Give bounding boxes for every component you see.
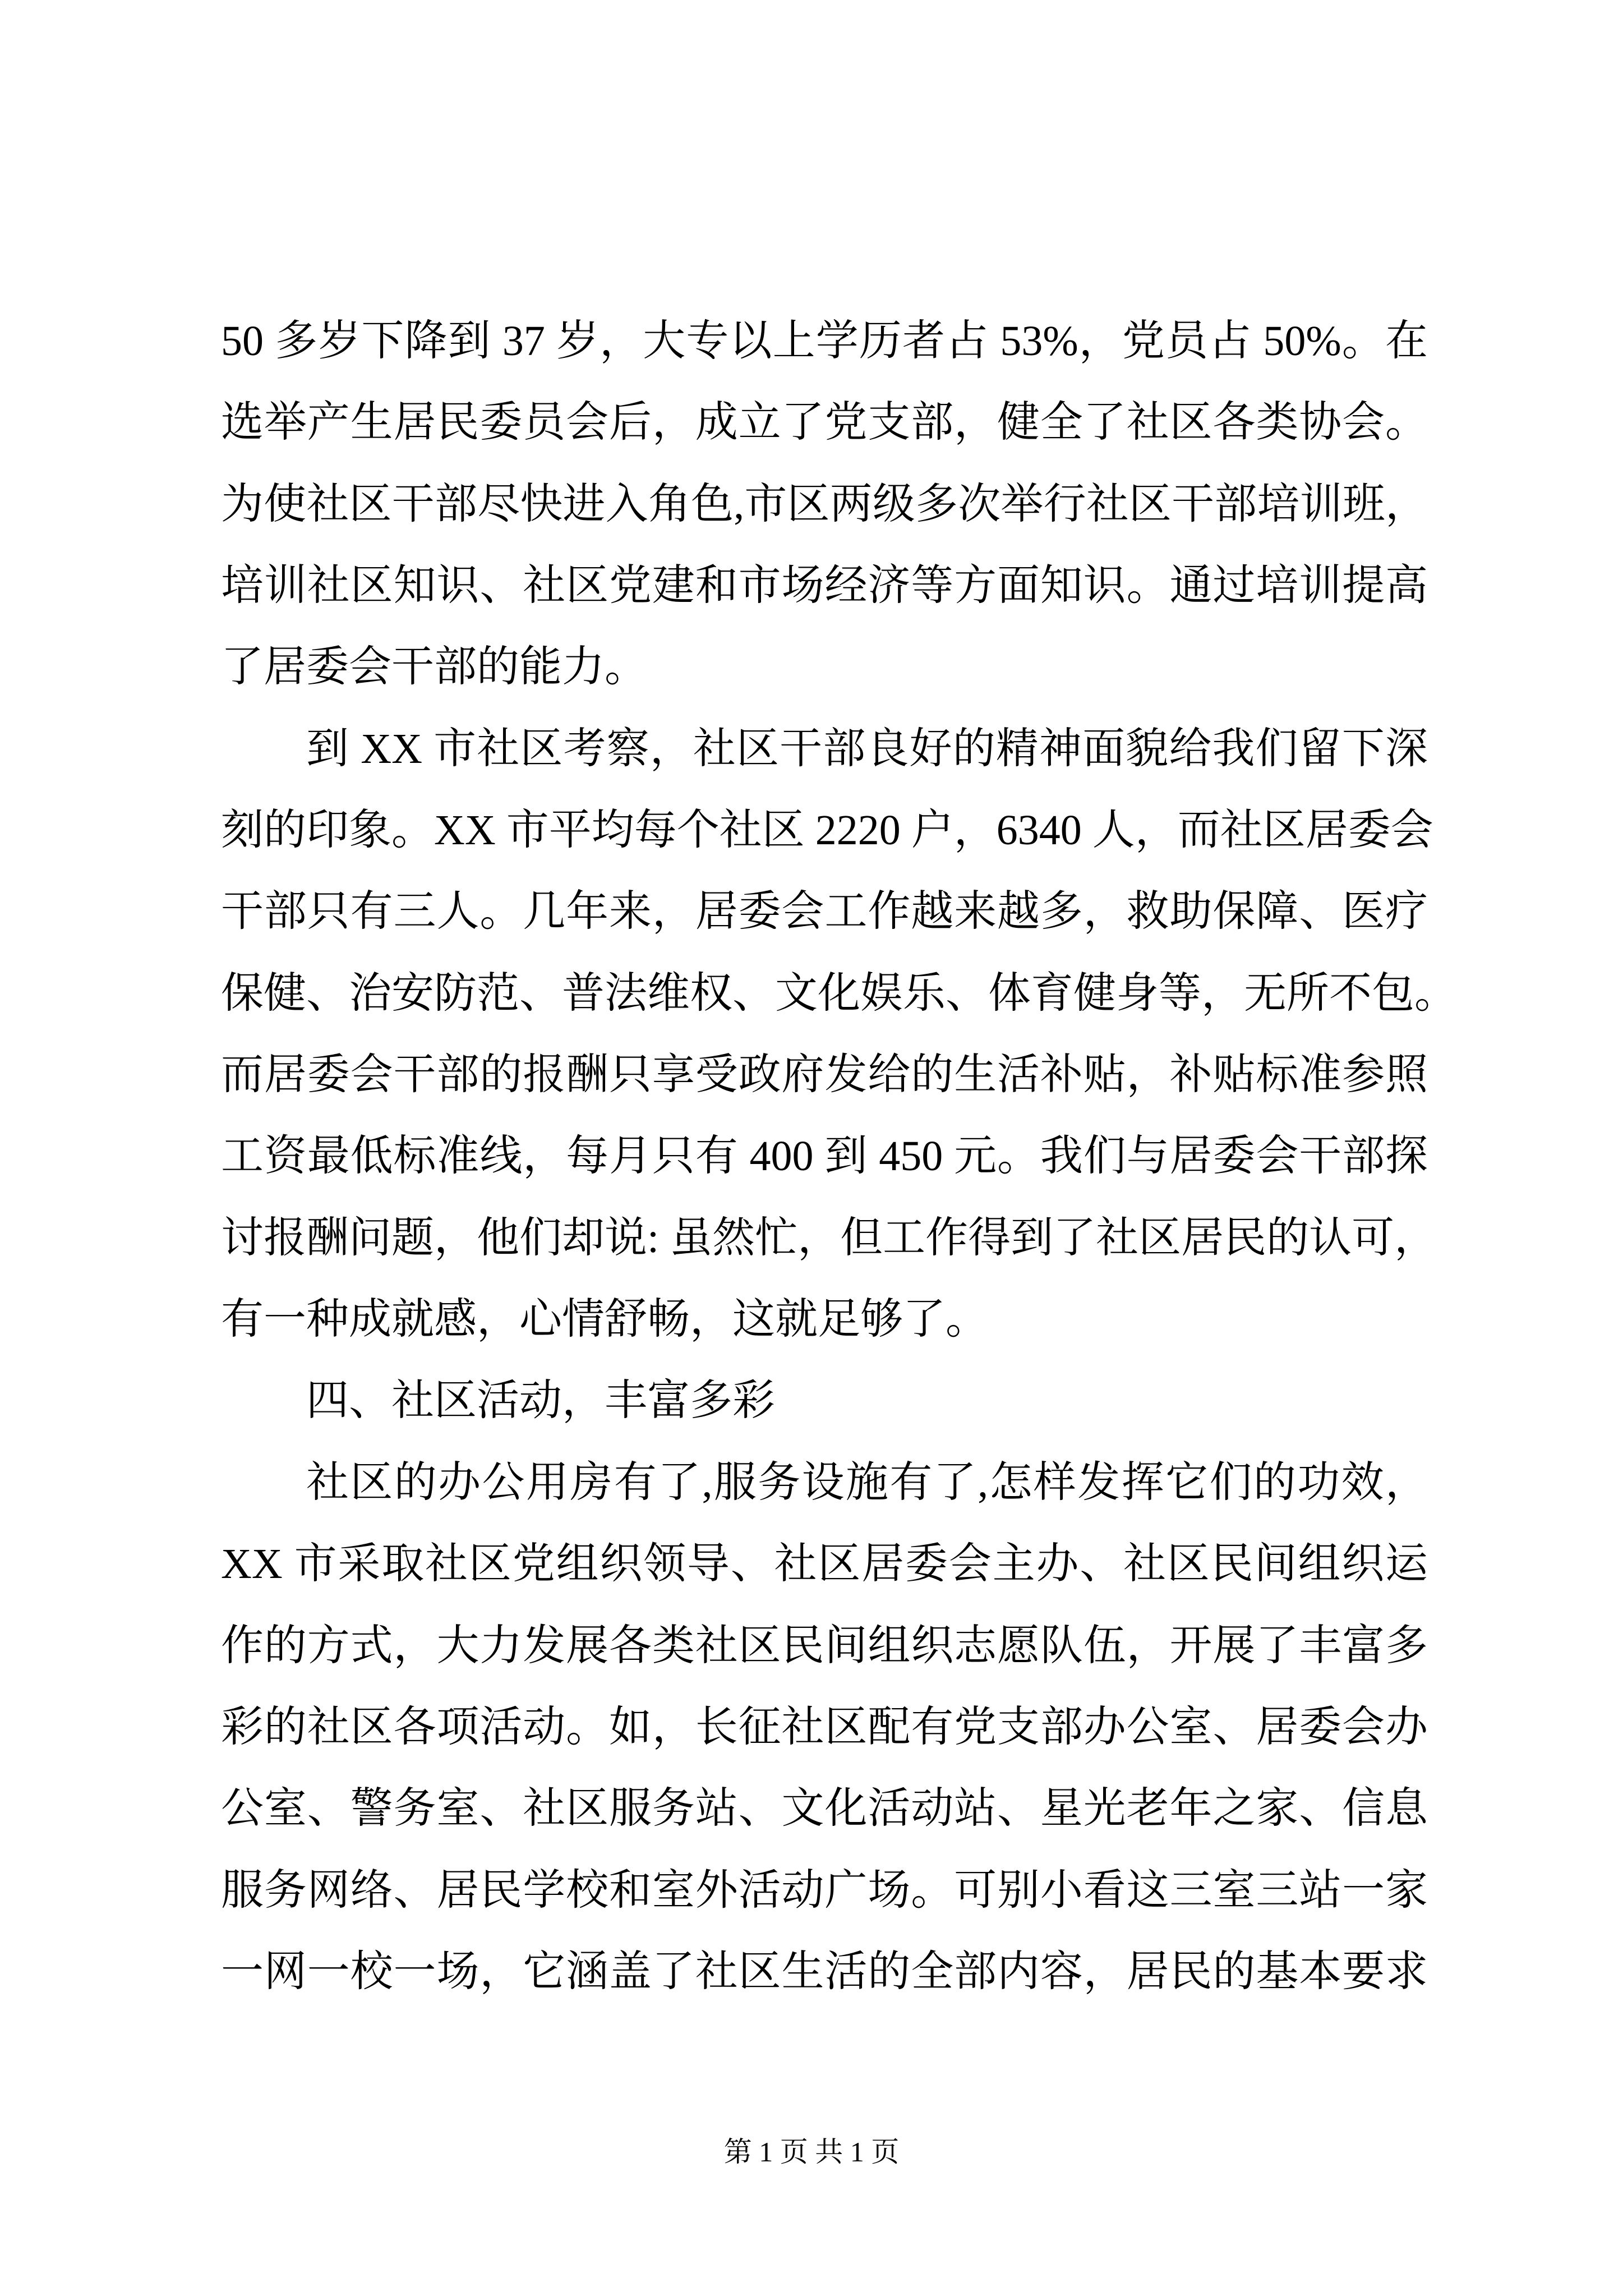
paragraph-line: 刻的印象。XX 市平均每个社区 2220 户，6340 人，而社区居委会 [221, 807, 1433, 854]
paragraph-line: 干部只有三人。几年来，居委会工作越来越多，救助保障、医疗 [221, 888, 1428, 936]
paragraph-line: 工资最低标准线，每月只有 400 到 450 元。我们与居委会干部探 [221, 1133, 1428, 1180]
paragraph [221, 301, 1428, 708]
paragraph-line: 一网一校一场，它涵盖了社区生活的全部内容，居民的基本要求 [221, 1948, 1428, 1995]
paragraph-line: 服务网络、居民学校和室外活动广场。可别小看这三室三站一家 [221, 1866, 1428, 1914]
paragraph-line: 培训社区知识、社区党建和市场经济等方面知识。通过培训提高 [221, 562, 1428, 610]
paragraph-line: 讨报酬问题，他们却说: 虽然忙，但工作得到了社区居民的认可， [221, 1214, 1437, 1262]
paragraph-line: 了居委会干部的能力。 [221, 643, 647, 691]
paragraph [221, 1442, 1428, 2013]
section-heading [221, 1360, 1428, 1442]
paragraph-line: 保健、治安防范、普法维权、文化娱乐、体育健身等，无所不包。 [221, 969, 1457, 1017]
paragraph-line: 彩的社区各项活动。如，长征社区配有党支部办公室、居委会办 [221, 1703, 1428, 1751]
paragraph [221, 708, 1457, 1361]
paragraph-line: 而居委会干部的报酬只享受政府发给的生活补贴，补贴标准参照 [221, 1051, 1428, 1099]
page-footer [0, 2135, 1623, 2169]
paragraph-line: 公室、警务室、社区服务站、文化活动站、星光老年之家、信息 [221, 1785, 1428, 1833]
section-heading-text: 四、社区活动，丰富多彩 [306, 1377, 775, 1425]
paragraph-line: 到 XX 市社区考察，社区干部良好的精神面貌给我们留下深 [306, 725, 1428, 772]
paragraph-line: 为使社区干部尽快进入角色,市区两级多次举行社区干部培训班， [221, 480, 1428, 528]
paragraph-line: 50 多岁下降到 37 岁，大专以上学历者占 53%，党员占 50%。在 [221, 318, 1428, 365]
paragraph-line: 作的方式，大力发展各类社区民间组织志愿队伍，开展了丰富多 [221, 1622, 1428, 1669]
paragraph-line: 社区的办公用房有了,服务设施有了,怎样发挥它们的功效， [306, 1458, 1428, 1506]
page-number: 第 1 页 共 1 页 [723, 2136, 900, 2168]
document-body [221, 301, 1457, 2013]
paragraph-line: XX 市采取社区党组织领导、社区居委会主办、社区民间组织运 [221, 1540, 1428, 1588]
paragraph-line: 选举产生居民委员会后，成立了党支部，健全了社区各类协会。 [221, 399, 1428, 447]
paragraph-line: 有一种成就感，心情舒畅，这就足够了。 [221, 1296, 988, 1343]
